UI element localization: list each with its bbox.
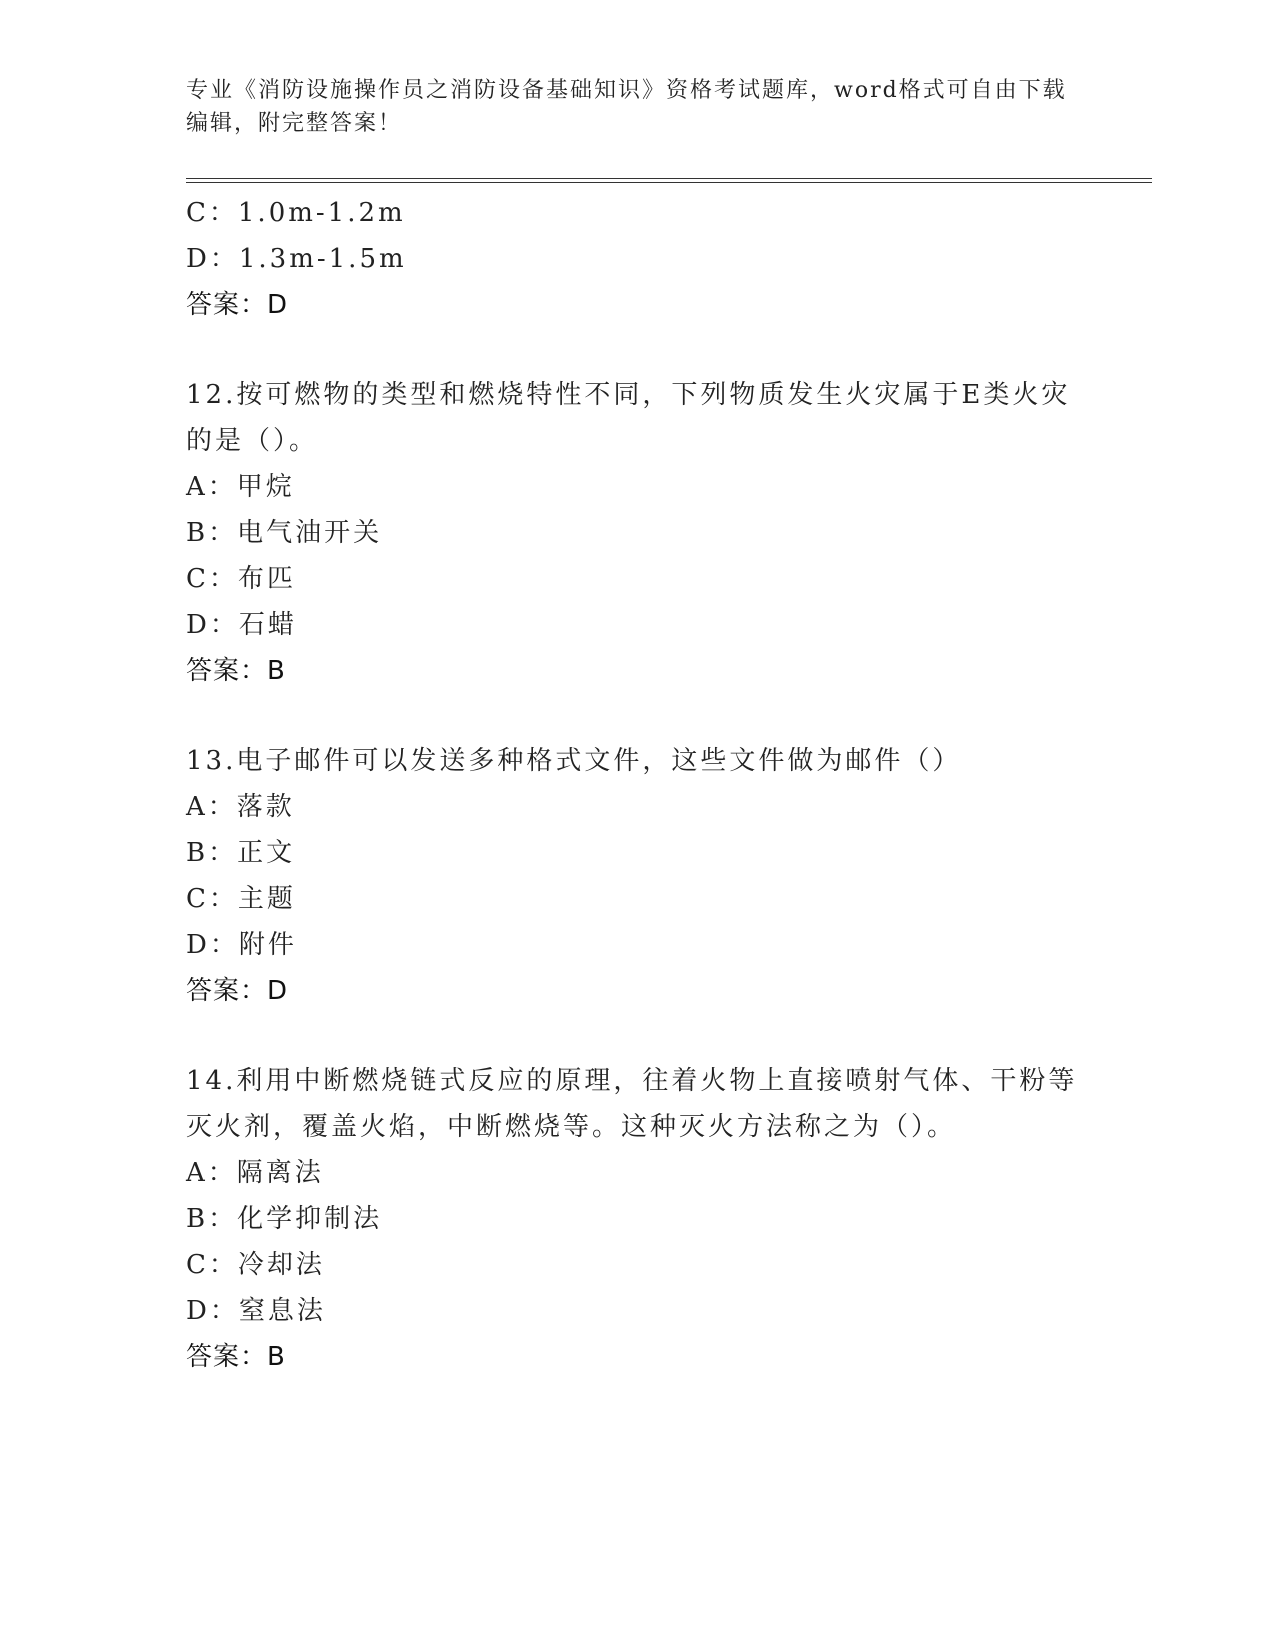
option-c: C：主题: [186, 884, 296, 914]
question-12: [186, 372, 1086, 694]
option-c: C：1.0m-1.2m: [186, 198, 406, 228]
option-b: B：化学抑制法: [186, 1204, 383, 1234]
question-text: 12.按可燃物的类型和燃烧特性不同，下列物质发生火灾属于E类火灾的是（）。: [186, 380, 1071, 456]
question-11-tail: [186, 190, 1086, 328]
option-a: A：甲烷: [186, 472, 295, 502]
header-divider-bottom: [186, 182, 1152, 183]
question-text: 14.利用中断燃烧链式反应的原理，往着火物上直接喷射气体、干粉等灭火剂，覆盖火焰，中断燃烧等。这种灭火方法称之为（）。: [186, 1066, 1078, 1142]
answer-line: 答案：D: [186, 976, 289, 1006]
option-b: B：正文: [186, 838, 296, 868]
option-b: B：电气油开关: [186, 518, 383, 548]
option-d: D：窒息法: [186, 1296, 326, 1326]
option-a: A：隔离法: [186, 1158, 324, 1188]
option-a: A：落款: [186, 792, 295, 822]
option-d: D：附件: [186, 930, 297, 960]
question-text: 13.电子邮件可以发送多种格式文件，这些文件做为邮件（）: [186, 746, 962, 776]
option-d: D：石蜡: [186, 610, 297, 640]
answer-line: 答案：B: [186, 1342, 286, 1372]
document-header: 专业《消防设施操作员之消防设备基础知识》资格考试题库，word格式可自由下载编辑，附完整答案！: [186, 78, 1067, 136]
option-d: D：1.3m-1.5m: [186, 244, 407, 274]
question-14: [186, 1058, 1086, 1380]
option-c: C：冷却法: [186, 1250, 325, 1280]
option-c: C：布匹: [186, 564, 296, 594]
header-divider-top: [186, 178, 1152, 179]
question-list: [186, 190, 1086, 1380]
answer-line: 答案：D: [186, 290, 289, 320]
question-13: [186, 738, 1086, 1014]
answer-line: 答案：B: [186, 656, 286, 686]
